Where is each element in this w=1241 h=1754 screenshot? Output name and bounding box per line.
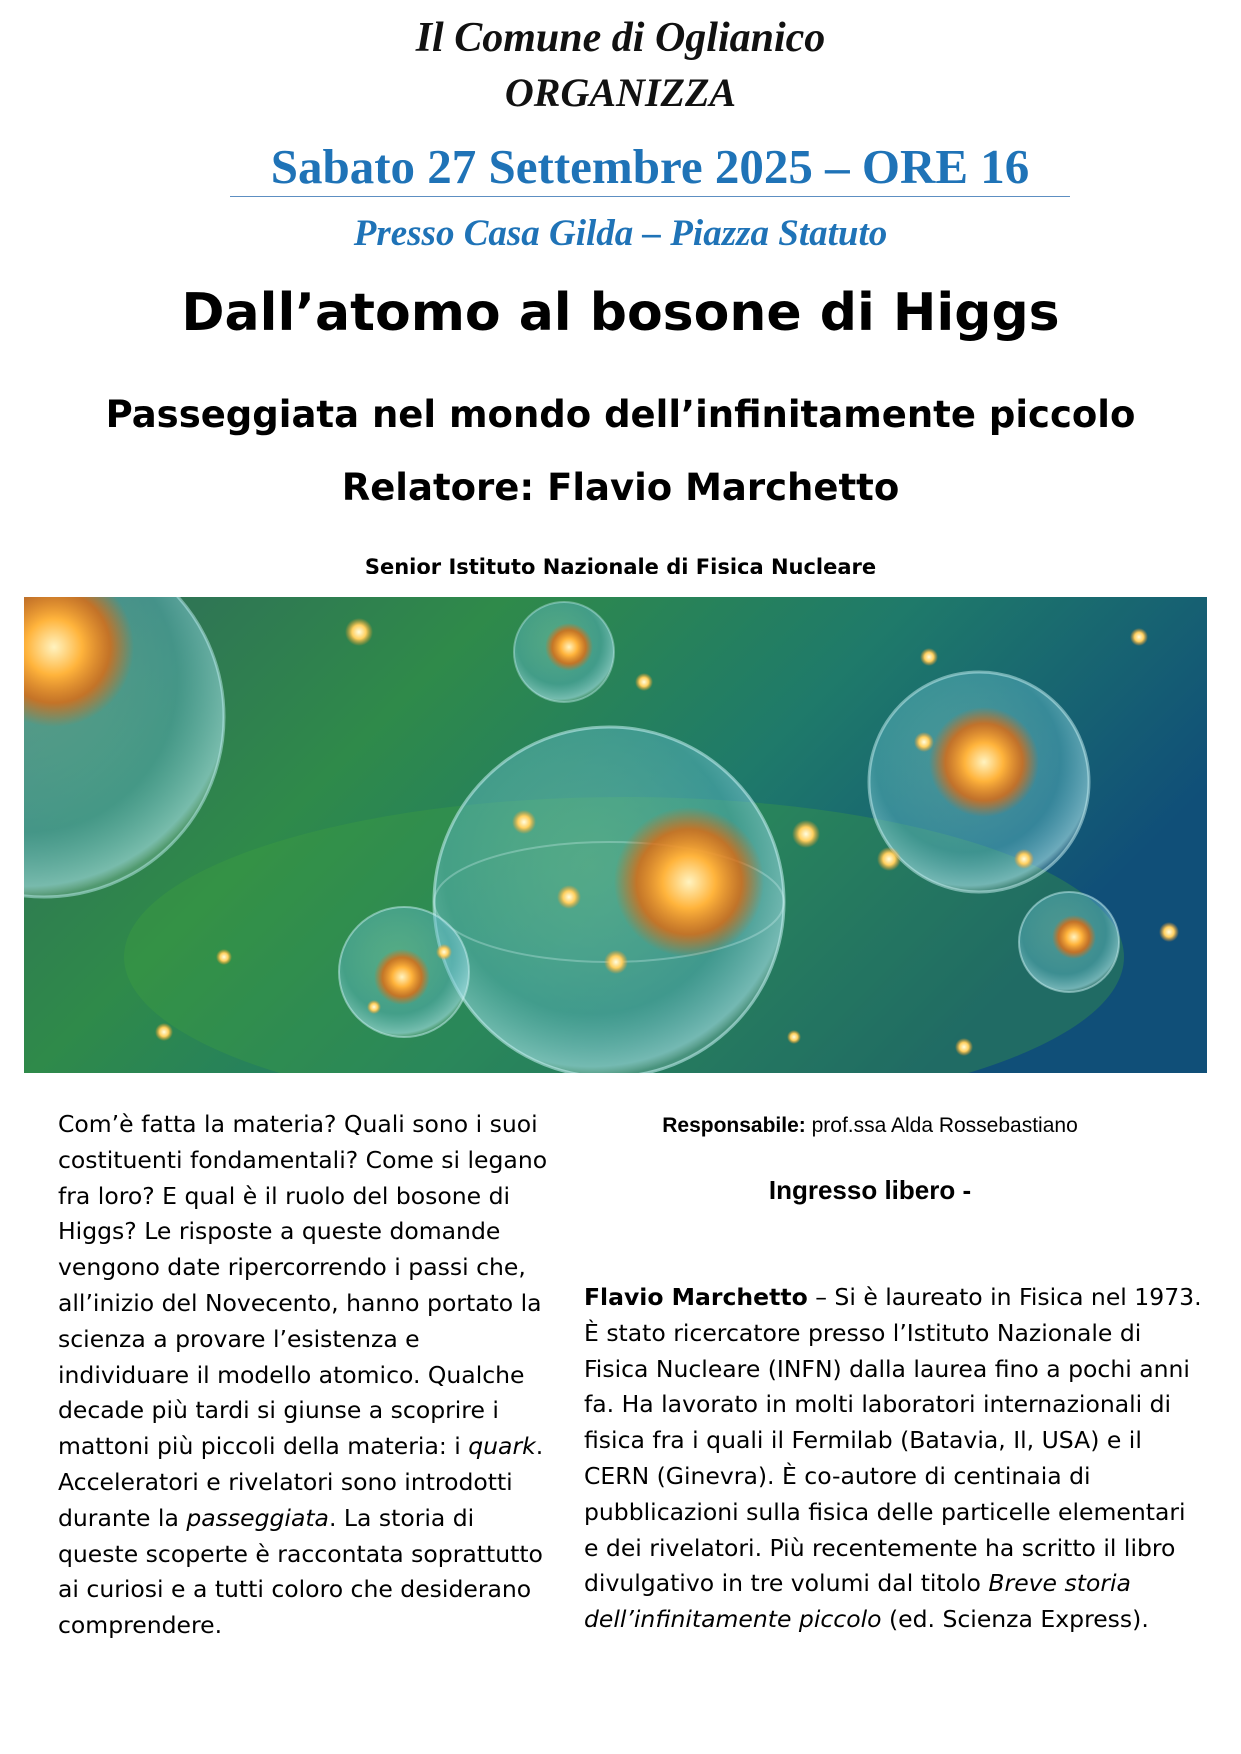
speaker-bio <box>584 1280 1204 1638</box>
organizer-line <box>0 14 1241 62</box>
event-date: Sabato 27 Settembre 2025 – ORE 16 <box>230 140 1070 197</box>
description-italic-quark: quark <box>468 1432 536 1461</box>
responsabile-line <box>545 1112 1195 1140</box>
organizer-action: ORGANIZZA <box>504 70 737 115</box>
atoms-illustration <box>24 597 1207 1073</box>
responsabile-value: prof.ssa Alda Rossebastiano <box>805 1114 1078 1137</box>
bio-text: – Si è laureato in Fisica nel 1973. È stato ricercatore presso l’Istituto Nazionale di Fisica Nucleare (INFN) dalla laurea fino a pochi anni fa. Ha lavorato in molti laboratori internazionali di fisica fra i quali il Fermilab (Batavia, Il, USA) e il CERN (Ginevra). È co-autore di centinaia di pubblicazioni sulla fisica delle particelle elementari e dei rivelatori. Più recentemente ha scritto il libro divulgativo in tre volumi dal titolo <box>584 1283 1202 1598</box>
event-venue: Presso Casa Gilda – Piazza Statuto <box>353 213 888 254</box>
speaker-affiliation: Senior Istituto Nazionale di Fisica Nucleare <box>364 555 877 574</box>
speaker-line: Relatore: Flavio Marchetto <box>341 466 900 509</box>
event-subtitle: Passeggiata nel mondo dell’infinitamente piccolo <box>105 393 1136 436</box>
event-title: Dall’atomo al bosone di Higgs <box>181 283 1060 343</box>
description-text: . La storia di queste scoperte è raccontata soprattutto ai curiosi e a tutti coloro che desiderano comprendere. <box>58 1503 543 1640</box>
description-italic-passeggiata: passeggiata <box>186 1503 329 1532</box>
description-text: Com’è fatta la materia? Quali sono i suoi costituenti fondamentali? Come si legano fra loro? E qual è il ruolo del bosone di Higgs? Le risposte a queste domande vengono date ripercorrendo i passi che, all’inizio del Novecento, hanno portato la scienza a provare l’esistenza e individuare il modello atomico. Qualche decade più tardi si giunse a scoprire i mattoni più piccoli della materia: i <box>58 1110 548 1461</box>
bio-name: Flavio Marchetto <box>584 1283 808 1311</box>
entry-info: Ingresso libero - <box>768 1175 972 1205</box>
organizer-name: Oglianico <box>654 15 826 61</box>
event-description <box>58 1107 548 1644</box>
bio-book-title: Breve storia dell’infinitamente piccolo <box>584 1569 1131 1634</box>
organizer-prefix: Il Comune di <box>415 15 655 61</box>
responsabile-label: Responsabile: <box>662 1114 806 1137</box>
bio-text: (ed. Scienza Express). <box>881 1605 1149 1634</box>
description-text: . Acceleratori e rivelatori sono introdotti durante la <box>58 1432 544 1532</box>
